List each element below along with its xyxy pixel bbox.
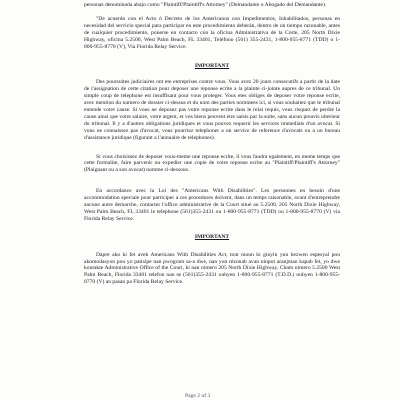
heading-important-french: IMPORTANT (194, 63, 230, 70)
paragraph-plaintiff-attorney: personas denominada abajo como "Plaintiff/Plaintiff's Attorney" (Demandante o Abogado del Demandante). (84, 2, 327, 8)
paragraph-spanish-ada: "De acuerdo con el Acto ó Decreto de los Americanos con Impedimentos, Inhabilitados, personas en necesidad del servicio special para participar en este procedimiento deberán, dentro de un tiempo razonable, antes de cualquier procedimiento, ponerse en contacto con la oficina Administrativa de la Corte, 205 North Dixie Highway, oficina 5.2500, West Palm Beach, FL 33401, Teléfono (561) 355-2431, 1-800-955-8771 (TDD) o 1-800-955-8770 (V), Via Florida Relay Service. (84, 15, 340, 50)
page-number: Page 2 of 3 (185, 393, 211, 399)
paragraph-creole-ada: Dapre ako ki fet avek Americans With Disabilities Act, tout moun ki ginyin yun bezwen espesyal pou akomodasyon pou yo patisipe nan pwogram sa-a dwe, nan yun rézonab avan ninpot aranjman kapab fet, yo dwe kontakte Administrative Office of the Court, ki nan nimero 205 North Dixie Highway, Cham nimero 5.2500 West Palm Beach, Florida 33401 telefon nan se (561)355-2431 oubyen 1-800-955-8771 (T.D.D.) oubyen 1-800-955-8770 (V) an pasan pa Florida Relay Service. (84, 251, 340, 286)
heading-important-creole: IMPORTANT (194, 233, 230, 240)
paragraph-french-ada: En accordance avec la Loi des "Americans With Disabilities". Les personnes en besoin d'une accommodation speciale pour participer a ces procedures doivent, dans un temps raisonable, avant d'entreprendre aucune autre demarche, contacter l'office administrative de la Court situé au 5.2500, 205 North Dixie Highway, West Palm Beach, FL 33401 le telephone (561)355-2431 ou 1-800-955-8771 (TDD) ou 1-800-955-8770 (V) via Florida Relay Service. (84, 188, 340, 222)
paragraph-french-response: Si vous choisissez de deposer vous-meme une reponse ecrite, il vous faudra egalement, en meme temps que cette formalite, faire parvenir ou expedier une copie de votre reponse ecrite au "Plaintiff/Plaintiff's Attorney" (Plaignant ou a son avocat) nomme ci-dessous. (84, 153, 340, 174)
document-body (84, 0, 340, 286)
paragraph-french-notice: Des poursuites judiciaires ont ete entreprises contre vous. Vous avez 20 jours consecutifs a partir de la date de l'assignation de cette citation pour deposer une reponse ecrite a la plainte ci-jointe aupres de ce tribunal. Un simple coup de telephone est insuffisant pour vous proteger. Vous etes obliges de deposer votre reponse ecrite, avec mention du numero de dossier ci-dessus et du nom des parties nommees ici, si vous souhaitez que le tribunal entende votre cause. Si vous ne deposez pas votre reponse ecrite dans le relai requis, vous risquez de perdre la cause ainsi que votre salaire, votre argent, et vos biens peuvent etre saisis par la suite, sans aucun preavis ulterieur du tribunal. Il y a d'autres obligations juridiques et vous pouvez requerir les services immediats d'un avocat. Si vous ne connaissez pas d'avocat, vous pourriez telephoner a un service de reference d'avocats ou a un bureau d'assistance juridique (figurant a l'annuaire de telephones). (84, 79, 340, 141)
